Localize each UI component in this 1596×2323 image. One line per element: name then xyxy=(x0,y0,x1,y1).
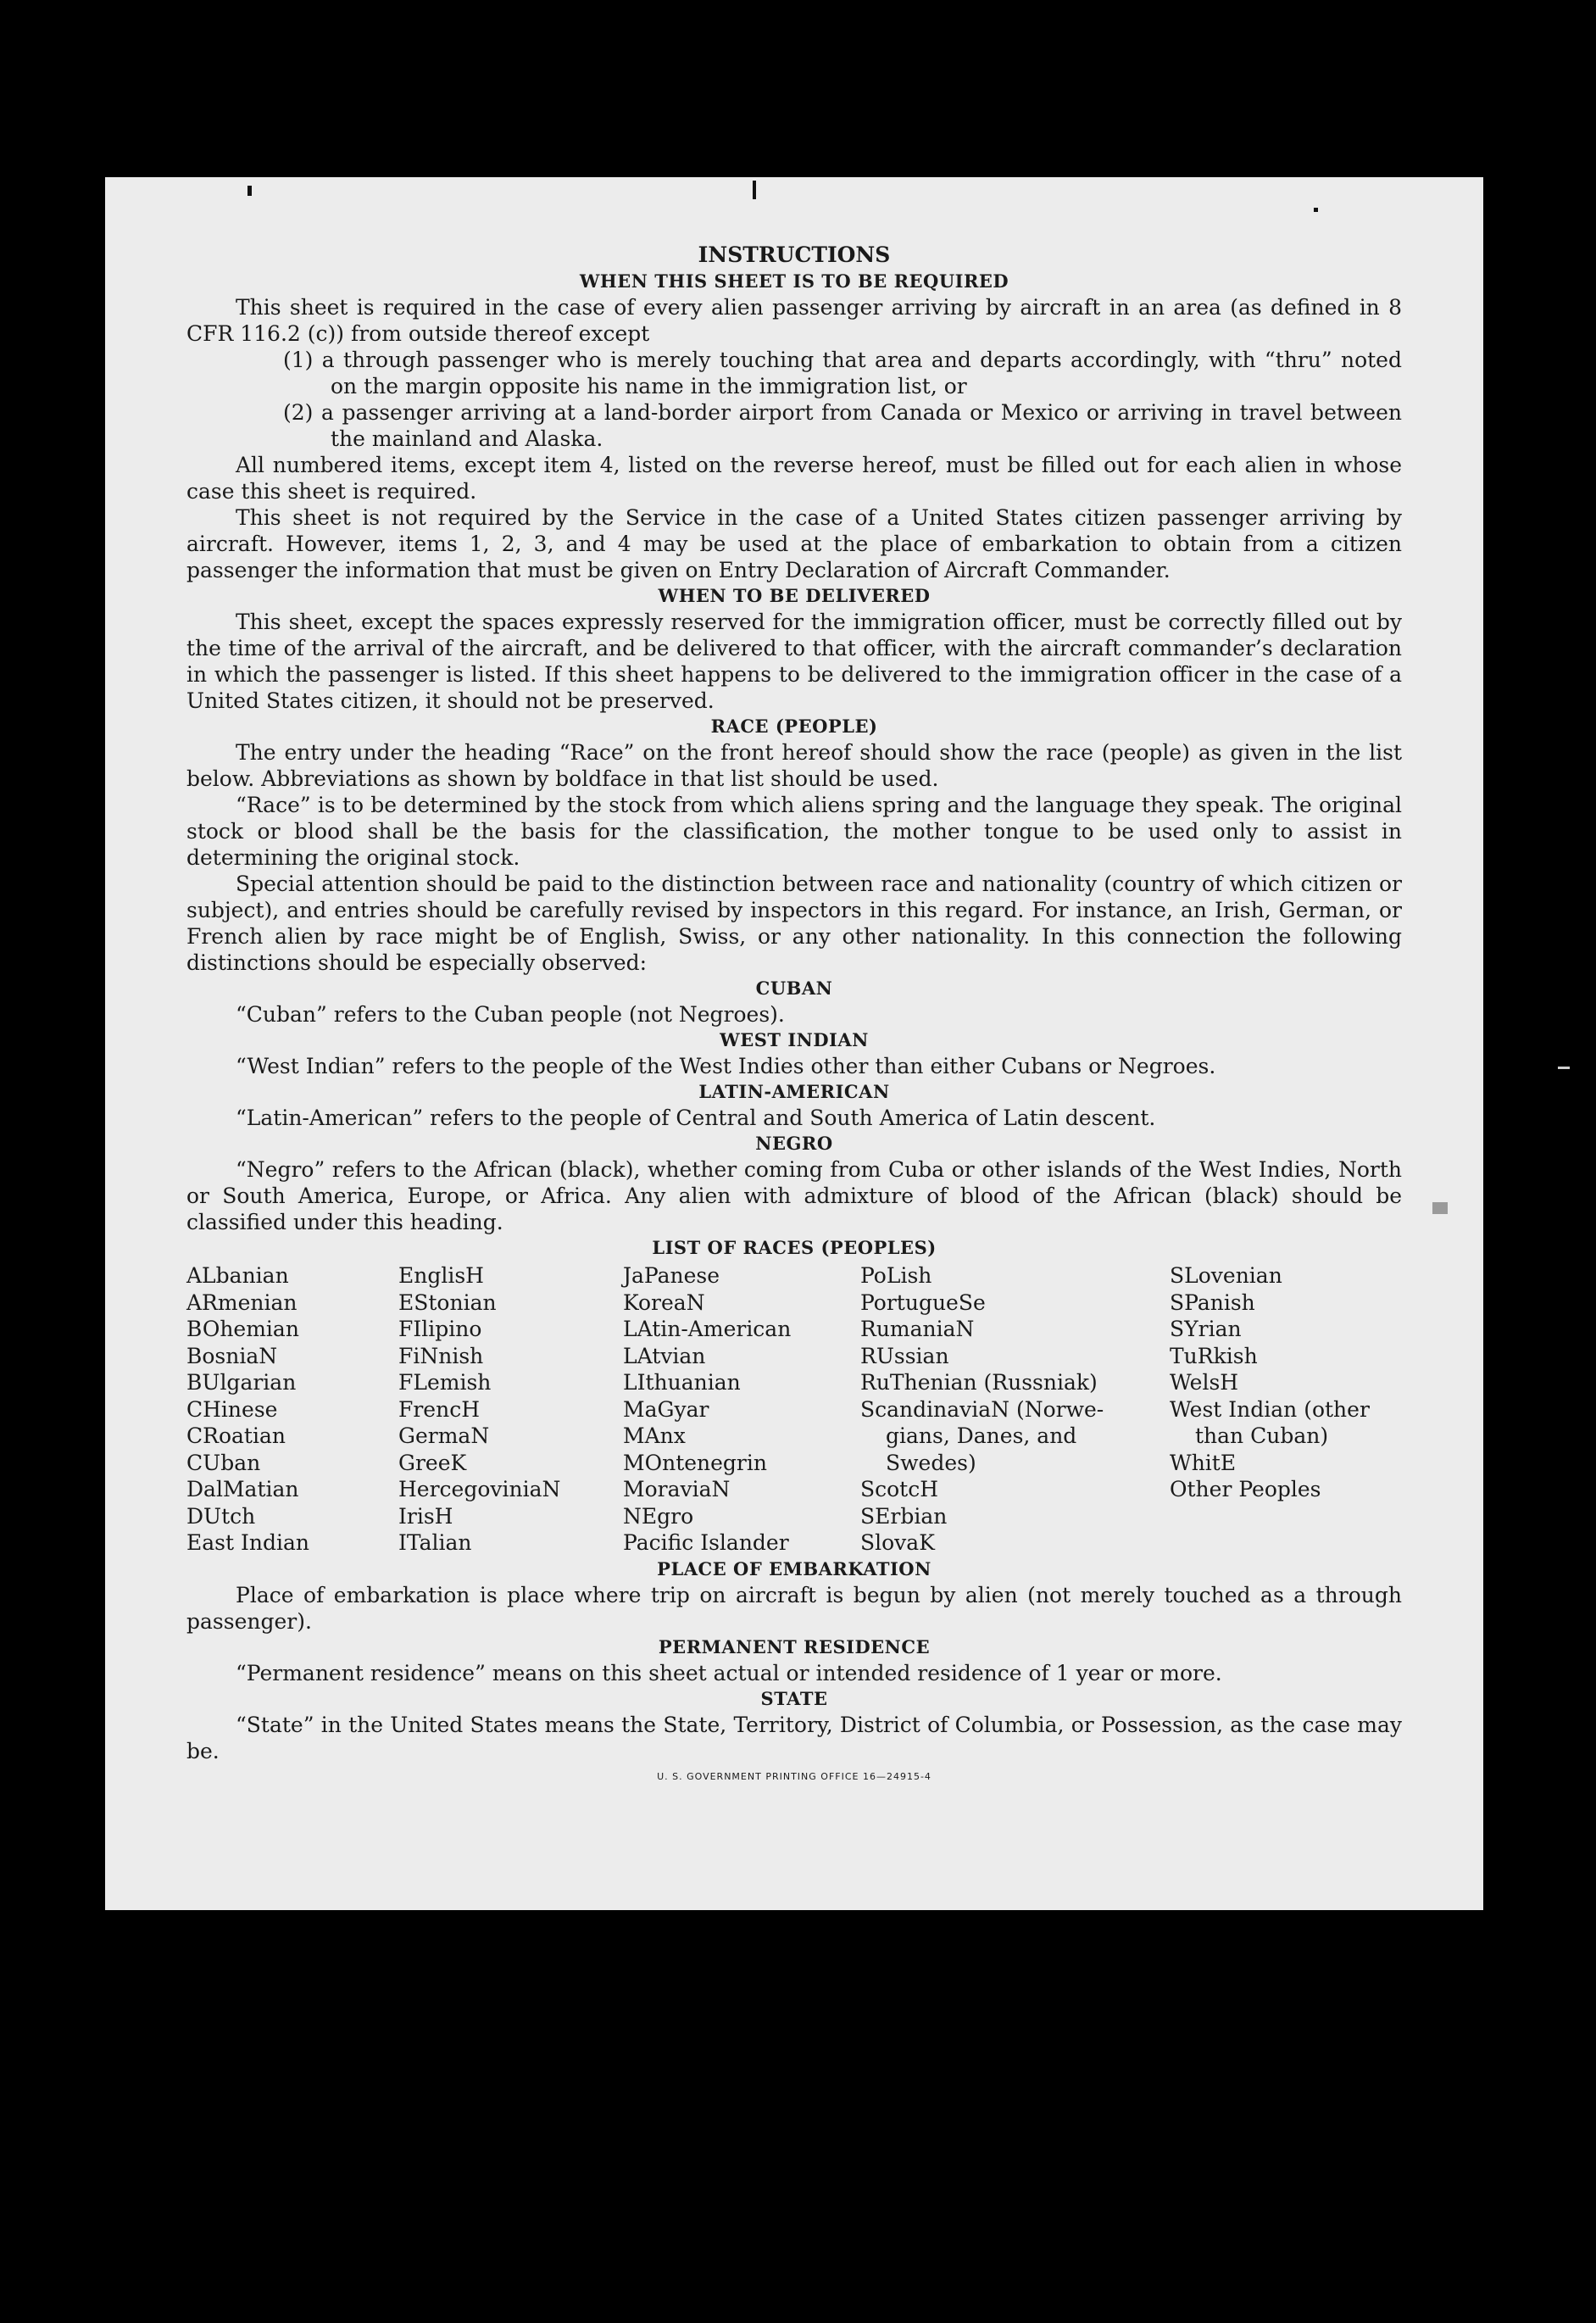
race-entry: BosniaN xyxy=(186,1343,278,1368)
races-column-3 xyxy=(623,1262,860,1557)
ink-speck xyxy=(1314,208,1318,212)
race-entry: HercegoviniaN xyxy=(398,1477,561,1501)
race-entry: DalMatian xyxy=(186,1477,299,1501)
race-entry: MaGyar xyxy=(623,1396,709,1422)
race-entry: CUban xyxy=(186,1450,261,1475)
race-entry: RumaniaN xyxy=(860,1317,975,1341)
race-entry: ALbanian xyxy=(186,1263,289,1288)
ink-speck xyxy=(753,181,756,199)
heading-embarkation: PLACE OF EMBARKATION xyxy=(657,1557,931,1579)
race-entry: PortugueSe xyxy=(860,1290,986,1315)
race-entry: EStonian xyxy=(398,1290,497,1315)
negro-text: “Negro” refers to the African (black), whether coming from Cuba or other islands of the West Indies, North or South America, Europe, or Africa. Any alien with admixture of blood of the African (black) should be classified under this heading. xyxy=(186,1157,1402,1234)
heading-negro: NEGRO xyxy=(755,1133,833,1154)
when-required-para-3: This sheet is not required by the Service in the case of a United States citizen passenger arriving by aircraft. However, items 1, 2, 3, and 4 may be used at the place of embarkation to obtain from a citizen passenger the information that must be given on Entry Declaration of Aircraft Commander. xyxy=(186,505,1402,582)
race-entry: IrisH xyxy=(398,1503,453,1529)
race-entry: RuThenian (Russniak) xyxy=(860,1370,1098,1395)
race-entry: LAtvian xyxy=(623,1343,706,1368)
when-required-para-2: All numbered items, except item 4, listed on the reverse hereof, must be filled out for each alien in whose case this sheet is required. xyxy=(186,453,1402,504)
race-entry: ARmenian xyxy=(186,1290,298,1315)
race-entry: BUlgarian xyxy=(186,1370,297,1395)
race-entry: GermaN xyxy=(398,1423,490,1448)
heading-residence: PERMANENT RESIDENCE xyxy=(658,1635,931,1657)
race-entry: RUssian xyxy=(860,1343,949,1368)
race-entry: KoreaN xyxy=(623,1290,705,1315)
race-entry: NEgro xyxy=(623,1503,694,1529)
heading-cuban: CUBAN xyxy=(755,978,833,999)
embarkation-text: Place of embarkation is place where trip on aircraft is begun by alien (not merely touched as a through passenger). xyxy=(186,1582,1402,1634)
residence-text: “Permanent residence” means on this sheet actual or intended residence of 1 year or more. xyxy=(236,1660,1222,1685)
race-entry: FiNnish xyxy=(398,1343,484,1368)
races-list xyxy=(186,1262,1402,1557)
race-entry: Other Peoples xyxy=(1170,1477,1321,1501)
race-para-3: Special attention should be paid to the distinction between race and nationality (country of which citizen or subject), and entries should be carefully revised by inspectors in this regard. For instance, an Irish, German, or French alien by race might be of English, Swiss, or any other nationality. In this connection the following distinctions should be especially observed: xyxy=(186,872,1402,975)
race-entry: LIthuanian xyxy=(623,1370,741,1395)
race-entry: SlovaK xyxy=(860,1530,935,1555)
latin-american-text: “Latin-American” refers to the people of Central and South America of Latin descent. xyxy=(236,1106,1156,1130)
race-entry: WhitE xyxy=(1170,1450,1237,1475)
exception-item-2: (2) a passenger arriving at a land-border airport from Canada or Mexico or arriving in travel between the mainland and Alaska. xyxy=(283,400,1402,451)
race-entry: ScotcH xyxy=(860,1477,939,1501)
race-entry: BOhemian xyxy=(186,1317,299,1341)
race-entry: EnglisH xyxy=(398,1263,484,1288)
page-title: INSTRUCTIONS xyxy=(698,242,891,267)
race-entry: FrencH xyxy=(398,1396,480,1422)
race-entry: SErbian xyxy=(860,1503,948,1529)
race-entry: MAnx xyxy=(623,1423,686,1448)
races-column-4 xyxy=(860,1262,1170,1557)
document-sheet xyxy=(105,177,1483,1910)
races-column-1 xyxy=(186,1262,398,1557)
race-entry: West Indian (other xyxy=(1170,1396,1370,1422)
race-entry: TuRkish xyxy=(1170,1343,1258,1368)
race-entry: than Cuban) xyxy=(1195,1423,1329,1448)
race-para-1: The entry under the heading “Race” on the front hereof should show the race (people) as given in the list below. Abbreviations as shown by boldface in that list should be used. xyxy=(186,740,1402,791)
race-entry: PoLish xyxy=(860,1263,932,1288)
race-entry: FIlipino xyxy=(398,1317,482,1341)
race-entry: ScandinaviaN (Norwe- xyxy=(860,1396,1104,1422)
heading-latin-american: LATIN-AMERICAN xyxy=(698,1081,890,1102)
heading-when-required: WHEN THIS SHEET IS TO BE REQUIRED xyxy=(579,270,1009,292)
race-entry: SLovenian xyxy=(1170,1263,1282,1288)
race-entry: FLemish xyxy=(398,1370,492,1395)
cuban-text: “Cuban” refers to the Cuban people (not Negroes). xyxy=(236,1002,785,1027)
race-entry: DUtch xyxy=(186,1503,256,1529)
heading-west-indian: WEST INDIAN xyxy=(720,1029,869,1050)
race-entry: East Indian xyxy=(186,1530,309,1555)
heading-state: STATE xyxy=(760,1687,828,1709)
race-entry: CHinese xyxy=(186,1396,278,1422)
heading-race: RACE (PEOPLE) xyxy=(710,716,878,737)
race-entry: WelsH xyxy=(1170,1370,1239,1395)
heading-races-list: LIST OF RACES (PEOPLES) xyxy=(652,1237,937,1258)
race-entry: MOntenegrin xyxy=(623,1450,767,1475)
when-required-intro: This sheet is required in the case of every alien passenger arriving by aircraft in an area (as defined in 8 CFR 116.2 (c)) from outside thereof except xyxy=(186,295,1402,346)
printing-office-footer: U. S. GOVERNMENT PRINTING OFFICE 16—24915-4 xyxy=(657,1770,931,1782)
exception-item-1: (1) a through passenger who is merely touching that area and departs accordingly, with “thru” noted on the margin opposite his name in the immigration list, or xyxy=(283,348,1402,398)
when-delivered-text: This sheet, except the spaces expressly reserved for the immigration officer, must be correctly filled out by the time of the arrival of the aircraft, and be delivered to that officer, with the aircraft commander’s declaration in which the passenger is listed. If this sheet happens to be delivered to the immigration officer in the case of a United States citizen, it should not be preserved. xyxy=(186,610,1402,713)
race-entry: MoraviaN xyxy=(623,1477,731,1501)
race-entry: LAtin-American xyxy=(623,1317,792,1341)
race-entry: SPanish xyxy=(1170,1290,1255,1315)
race-entry: Pacific Islander xyxy=(623,1530,789,1555)
race-entry: SYrian xyxy=(1170,1317,1242,1341)
scan-artifact xyxy=(1558,1067,1570,1069)
race-entry: Swedes) xyxy=(886,1450,976,1475)
race-entry: gians, Danes, and xyxy=(886,1423,1077,1448)
races-column-5 xyxy=(1170,1262,1390,1557)
state-text: “State” in the United States means the State, Territory, District of Columbia, or Possession, as the case may be. xyxy=(186,1712,1402,1763)
race-para-2: “Race” is to be determined by the stock from which aliens spring and the language they speak. The original stock or blood shall be the basis for the classification, the mother tongue to be used only to assist in determining the original stock. xyxy=(186,793,1402,870)
ink-speck xyxy=(247,186,252,196)
race-entry: JaPanese xyxy=(623,1263,720,1288)
race-entry: ITalian xyxy=(398,1530,472,1555)
race-entry: CRoatian xyxy=(186,1423,286,1448)
races-column-2 xyxy=(398,1262,623,1557)
scan-artifact xyxy=(1432,1202,1448,1214)
race-entry: GreeK xyxy=(398,1450,467,1475)
west-indian-text: “West Indian” refers to the people of the West Indies other than either Cubans or Negroes. xyxy=(236,1054,1216,1078)
heading-when-delivered: WHEN TO BE DELIVERED xyxy=(658,585,931,606)
